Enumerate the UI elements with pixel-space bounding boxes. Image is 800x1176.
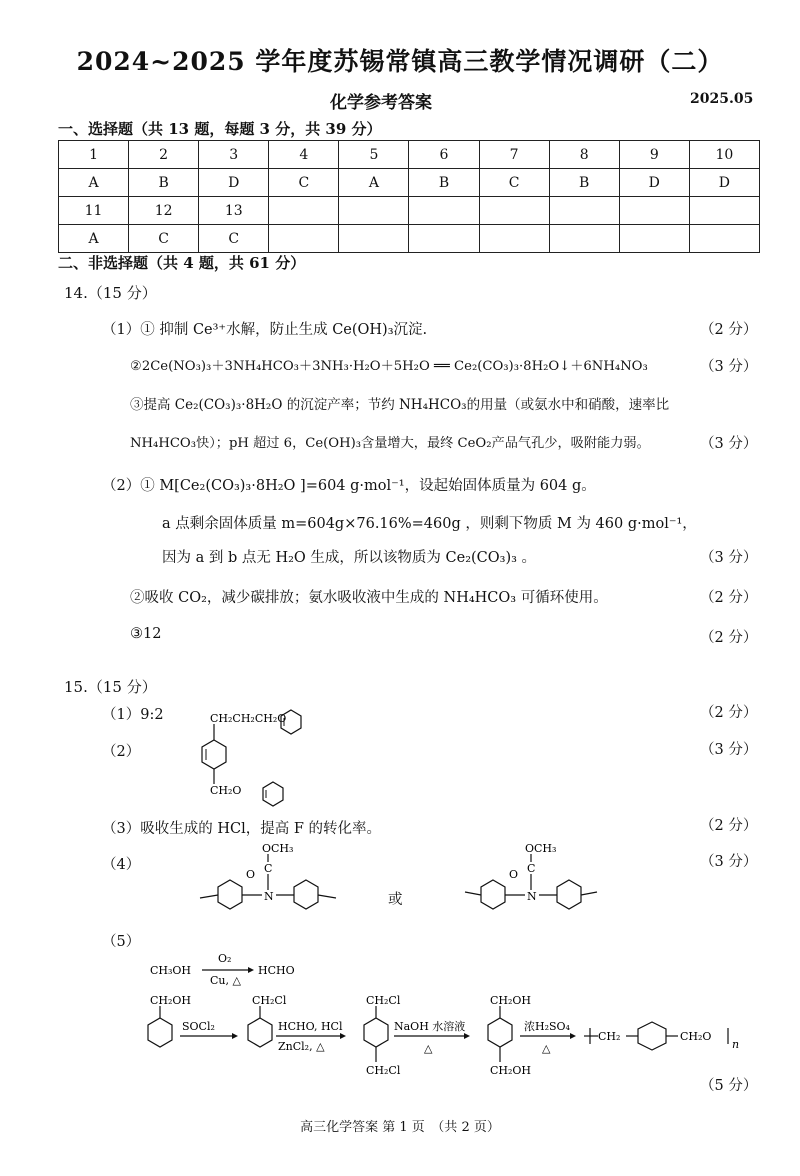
answer-table — [58, 140, 760, 253]
q15-route-s4-bottom: CH₂OH — [490, 1064, 532, 1077]
q14-p1-2-points: （3 分） — [700, 359, 758, 375]
question-number-cell: 9 — [619, 141, 689, 169]
q15-p4-or: 或 — [388, 892, 403, 908]
question-number-cell: 11 — [59, 197, 129, 225]
question-number-cell — [689, 197, 759, 225]
q15-route-a4-bottom: △ — [542, 1042, 551, 1055]
answer-row — [59, 225, 760, 253]
q15-p1: （1）9:2 — [102, 707, 164, 723]
q15-route-step2 — [140, 992, 760, 1106]
q15-p3-points: （2 分） — [700, 818, 758, 834]
q15-p2-mol-top: CH₂CH₂CH₂O — [210, 712, 287, 725]
q15-route-poly-left: CH₂ — [598, 1030, 621, 1043]
answer-cell: A — [59, 169, 129, 197]
q15-p4-o-a: O — [246, 868, 256, 881]
question-number-cell: 7 — [479, 141, 549, 169]
q14-p2-2: ②吸收 CO₂，减少碳排放；氨水吸收液中生成的 NH₄HCO₃ 可循环使用。 — [130, 590, 608, 606]
q15-p4-c-b: C — [527, 862, 536, 875]
q14-p2-3-points: （2 分） — [700, 630, 758, 646]
q15-route-s4-top: CH₂OH — [490, 994, 532, 1007]
q14-p2-3: ③12 — [130, 626, 162, 642]
q15-p1-points: （2 分） — [700, 705, 758, 721]
q15-p5-points: （5 分） — [700, 1078, 758, 1094]
q15-p5: （5） — [102, 934, 141, 950]
q15-p2: （2） — [102, 744, 141, 760]
answer-cell — [479, 225, 549, 253]
q15-route-s2: CH₂Cl — [252, 994, 287, 1007]
q15-route-s3-bottom: CH₂Cl — [366, 1064, 401, 1077]
q15-structure-4a — [180, 840, 380, 924]
question-number-cell: 12 — [129, 197, 199, 225]
question-number-cell: 8 — [549, 141, 619, 169]
question-number-cell: 5 — [339, 141, 409, 169]
question-number-cell: 10 — [689, 141, 759, 169]
answer-cell: B — [409, 169, 479, 197]
q15-route-a3-bottom: △ — [424, 1042, 433, 1055]
answer-cell: D — [199, 169, 269, 197]
answer-cell: B — [549, 169, 619, 197]
q15-p2-points: （3 分） — [700, 742, 758, 758]
q15-p4: （4） — [102, 857, 141, 873]
q15-route-poly-n: n — [732, 1038, 740, 1051]
answer-cell — [339, 225, 409, 253]
question-number-cell — [619, 197, 689, 225]
page-title: 2024~2025 学年度苏锡常镇高三教学情况调研（二） — [76, 47, 724, 76]
answer-cell: C — [129, 225, 199, 253]
q15-route-a1: SOCl₂ — [182, 1020, 215, 1033]
q14-p2-1: （2）① M[Ce₂(CO₃)₃·8H₂O ]=604 g·mol⁻¹，设起始固体质量为 604 g。 — [102, 478, 596, 494]
q15-route-a3-top: NaOH 水溶液 — [394, 1020, 466, 1033]
q14-p1-3b: NH₄HCO₃快）；pH 超过 6，Ce(OH)₃含量增大，最终 CeO₂产品气孔少，吸附能力弱。 — [130, 436, 650, 451]
question-number-row — [59, 197, 760, 225]
section2-heading: 二、非选择题（共 4 题，共 61 分） — [58, 254, 306, 272]
q15-route1-left: CH₃OH — [150, 964, 192, 977]
q14-label: 14.（15 分） — [64, 284, 157, 302]
q14-p1-2: ②2Ce(NO₃)₃＋3NH₄HCO₃＋3NH₃·H₂O＋5H₂O ══ Ce₂(CO₃)₃·8H₂O↓＋6NH₄NO₃ — [130, 359, 648, 374]
q14-p2-2-points: （2 分） — [700, 590, 758, 606]
question-number-cell — [479, 197, 549, 225]
q15-label: 15.（15 分） — [64, 678, 157, 696]
answer-cell: C — [479, 169, 549, 197]
page-footer: 高三化学答案 第 1 页 （共 2 页） — [300, 1120, 500, 1135]
question-number-cell — [409, 197, 479, 225]
q14-p2-1c: 因为 a 到 b 点无 H₂O 生成，所以该物质为 Ce₂(CO₃)₃ 。 — [162, 550, 537, 566]
question-number-cell: 6 — [409, 141, 479, 169]
q15-route1-right: HCHO — [258, 964, 295, 977]
q15-route-s1: CH₂OH — [150, 994, 192, 1007]
q15-p4-o-b: O — [509, 868, 519, 881]
q15-route-a2-top: HCHO, HCl — [278, 1020, 343, 1033]
answer-cell: D — [619, 169, 689, 197]
question-number-cell: 2 — [129, 141, 199, 169]
page-subtitle: 化学参考答案 — [330, 93, 432, 113]
q15-route1-bottom: Cu, △ — [210, 974, 241, 987]
question-number-cell: 4 — [269, 141, 339, 169]
q14-p1-3-points: （3 分） — [700, 436, 758, 452]
q15-p3: （3）吸收生成的 HCl，提高 F 的转化率。 — [102, 821, 381, 837]
question-number-cell: 13 — [199, 197, 269, 225]
answer-cell: C — [199, 225, 269, 253]
question-number-cell — [339, 197, 409, 225]
answer-cell — [689, 225, 759, 253]
answer-cell — [619, 225, 689, 253]
q15-route-s3-top: CH₂Cl — [366, 994, 401, 1007]
question-number-row — [59, 141, 760, 169]
q15-p4-och3-b: OCH₃ — [525, 842, 557, 855]
answer-cell — [269, 225, 339, 253]
question-number-cell — [549, 197, 619, 225]
answer-cell — [549, 225, 619, 253]
q15-p4-och3-a: OCH₃ — [262, 842, 294, 855]
q14-p2-1-points: （3 分） — [700, 550, 758, 566]
q15-route1-top: O₂ — [218, 952, 232, 965]
q15-route-poly-right: CH₂O — [680, 1030, 712, 1043]
q14-p1-3a: ③提高 Ce₂(CO₃)₃·8H₂O 的沉淀产率；节约 NH₄HCO₃的用量（或氨水中和硝酸，速率比 — [130, 397, 670, 413]
question-number-cell: 3 — [199, 141, 269, 169]
answer-cell — [409, 225, 479, 253]
q15-p4-points: （3 分） — [700, 854, 758, 870]
q15-structure-4b — [455, 840, 655, 924]
q15-p2-mol-bottom: CH₂O — [210, 784, 242, 797]
q14-p1-1: （1）① 抑制 Ce³⁺水解，防止生成 Ce(OH)₃沉淀. — [102, 322, 428, 338]
q15-p4-c-a: C — [264, 862, 273, 875]
answer-cell: A — [339, 169, 409, 197]
q15-route-a4-top: 浓H₂SO₄ — [524, 1020, 570, 1033]
answer-cell: B — [129, 169, 199, 197]
q15-route-step1 — [150, 952, 320, 992]
answer-cell: C — [269, 169, 339, 197]
q15-p4-n-a: N — [264, 890, 274, 903]
question-number-cell — [269, 197, 339, 225]
q14-p2-1b: a 点剩余固体质量 m=604g×76.16%=460g ，则剩下物质 M 为 460 g·mol⁻¹， — [162, 516, 697, 532]
q15-structure-2 — [180, 712, 340, 816]
question-number-cell: 1 — [59, 141, 129, 169]
answer-row — [59, 169, 760, 197]
q14-p1-1-points: （2 分） — [700, 322, 758, 338]
q15-route-a2-bottom: ZnCl₂, △ — [278, 1040, 325, 1053]
answer-cell: A — [59, 225, 129, 253]
answer-cell: D — [689, 169, 759, 197]
exam-date: 2025.05 — [690, 91, 754, 107]
q15-p4-n-b: N — [527, 890, 537, 903]
section1-heading: 一、选择题（共 13 题，每题 3 分，共 39 分） — [58, 120, 382, 138]
